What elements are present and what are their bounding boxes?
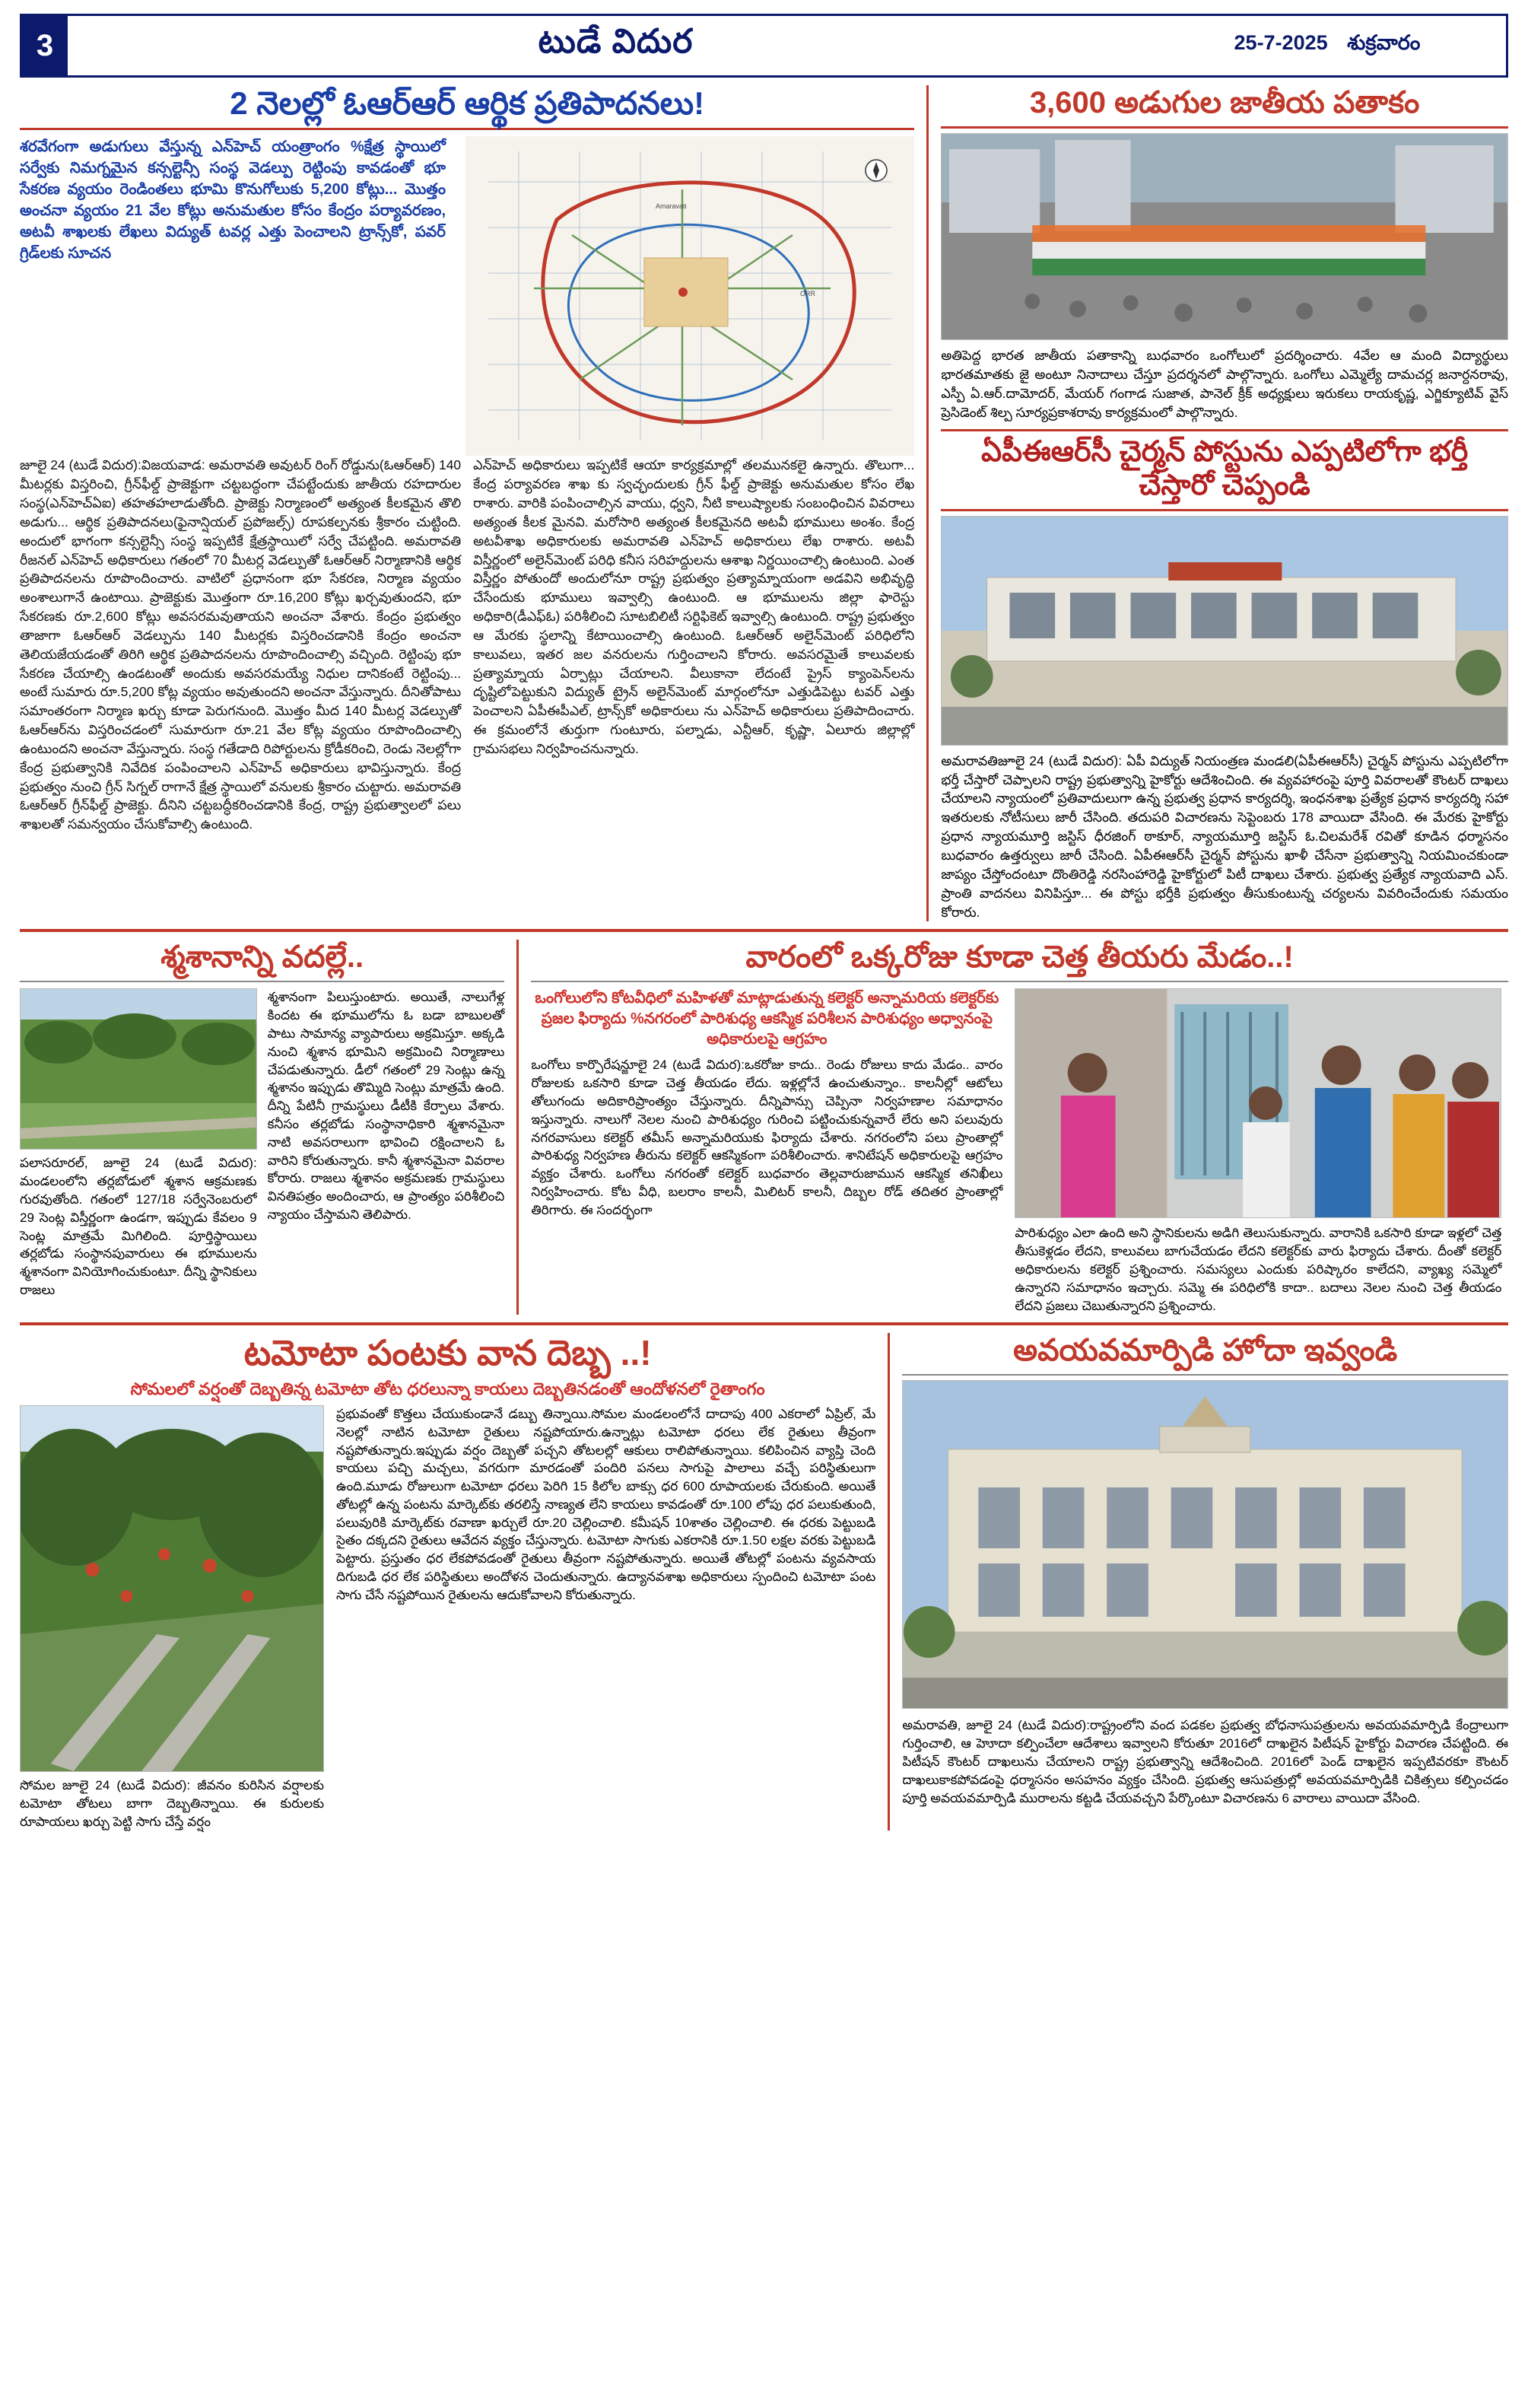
graveyard-photo-art <box>21 989 256 1149</box>
bottom-section <box>20 1333 1508 1831</box>
orr-columns <box>20 456 914 834</box>
tomato-photo <box>20 1405 324 1772</box>
compass-icon <box>866 160 887 181</box>
flag-photo-art <box>942 134 1507 339</box>
divider <box>20 128 914 130</box>
garbage-col-3: పారిశుధ్యం ఎలా ఉంది అని స్థానికులను అడిగి తెలుసుకున్నారు. వారానికి ఒకసారి కూడా ఇళ్లలో చెత్త తీసుకెళ్లడం లేదని, కాలువలు బాగుచేయడం లేదని కలెక్టర్‌కు వారు ఫిర్యాదు చేశారు. దీంతో కలెక్టర్ అధికారులను కలెక్టర్ ప్రశ్నించారు. సమస్యలు ఎందుకు పరిష్కారం కాలేదని, వ్యాఖ్య సమ్మెలో ఉన్నారని సమాధానం ఇచ్చారు. సమ్మె ఈ పరిధిలోకి కాదా.. బదాలు నెలల నుంచి చెత్త తీయడం లేదని ప్రజలు చెబుతున్నారని ప్రశ్నించారు. <box>1015 1226 1502 1313</box>
section-divider <box>20 929 1508 932</box>
tomato-caption: సోమల జూలై 24 (టుడే విదుర): జీవనం కురిసిన వర్షాలకు టమోటా తోటలు బాగా దెబ్బతిన్నాయి. ఈ కురులకు రూపాయలు ఖర్చు పెట్టి సాగు చేస్తే వర్షం <box>20 1777 324 1829</box>
organ-body: అమరావతి, జూలై 24 (టుడే విదుర):రాష్ట్రంలోని వంద పడకల ప్రభుత్వ బోధనాసుపత్రులను అవయవమార్పిడి కేంద్రాలుగా గుర్తించాలి, ఆ హెూదా కల్పించేలా ఆదేశాలు ఇవ్వాలని కోరుతూ 2016లో దాఖలైన పిటీషన్ హైకోర్టు విచారణ చేపట్టింది. ఈ పిటీషన్ కౌంటర్ దాఖలును చేయాలని రాష్ట్ర ప్రభుత్వాన్ని ఆదేశించింది. 2016లో పెండ్ దాఖలైన ఇప్పటివరకూ కౌంటర్ దాఖలుకాకపోవడంపై ధర్మాసనం అసహనం వ్యక్తం చేసింది. ప్రభుత్వ ఆసుపత్రుల్లో అవయవమార్పిడికి చికిత్సలు కల్పించడం పూర్తి అవయవమార్పిడి మురాలను కట్టడి చేయవచ్చని పేర్కొంటూ విచారణను 6 వారాలు వాయిదా వేసింది. <box>902 1718 1508 1805</box>
divider <box>20 981 504 982</box>
divider <box>941 429 1508 431</box>
tomato-photo-art <box>21 1406 323 1771</box>
garbage-col-1: ఒంగోలు కార్పొరేషన్జూలై 24 (టుడే విదుర):ఒకరోజు కాదు.. రెండు రోజులు కాదు మేడం.. వారం రోజులకు ఒకసారి కూడా చెత్త తీయడం లేదు. ఇళ్లల్లోనే ఉంచుతున్నాం.. కాలనీల్లో ఆటోలు తోలుగందు అదికారిప్రాంత్యం చేస్తున్నారు. దీన్నిపాన్సు చెప్పినా నిర్వహణాల సమాధానం ఇస్తున్నారు. నాలుగో నెలల నుంచి పారిశుధ్యం గురించి పట్టించుకున్నవారే లేరు అని పలువురు నగరవాసులు కలెక్టర్ తమీస్ అన్నామరియుకు ఫిర్యాదు చేశారు. నగరంలోని పలు ప్రాంతాల్లో పారిశుధ్య నిర్వహణ తీరును కలెక్టర్ ఆకస్మికంగా పరిశీలించారు. శానిటేషన్ అధికారులపై ఆగ్రహం వ్యక్తం చేశారు. ఒంగోలు నగరంతో కలెక్టర్ బుధవారం తెల్లవారుజామున ఆకస్మిక తనిఖీలు నిర్వహించారు. కోట వీధి, బలరాం కాలనీ, మిలిటర్ కాలనీ, దిబ్బల రోడ్ తదితర ప్రాంతాల్లో తిరిగారు. ఈ సందర్భంగా <box>531 1058 1003 1217</box>
flag-caption: అతిపెద్ద భారత జాతీయ పతాకాన్ని బుధవారం ఒంగోలులో ప్రదర్శించారు. 4వేల ఆ మంది విద్యార్థులు భారతమాతకు జై అంటూ నినాదాలు చేస్తూ ప్రదర్శనలో పాల్గొన్నారు. ఒంగోలు ఎమ్మెల్యే దామచర్ల జనార్దనరావు, ఎస్పీ ఏ.ఆర్.దామోదర్, మేయర్ గంగాడ సుజాత, పానెల్ క్రీక్ అధ్యక్షులు ఇరుకలు రాయకృష్ణ, ఎగ్జిక్యూటివ్ వైస్ ప్రెసిడెంట్ శిల్ప సూర్యప్రకాశరావు కార్యక్రమంలో పాల్గొన్నారు. <box>941 348 1508 420</box>
garbage-photo-art <box>1015 989 1501 1217</box>
graveyard-headline: శ్మశానాన్ని వదల్లే.. <box>160 940 364 975</box>
page-number: 3 <box>22 16 68 75</box>
masthead <box>20 14 1508 78</box>
graveyard-caption: పలాసరూరల్, జూలై 24 (టుడే విదుర): మండలంలోని తర్లబోడులో శ్మశాన ఆక్రమణకు గురవుతోంది. గతంలో 127/18 సర్వేనెంబరులో 29 సెంట్ల విస్తీర్ణంగా ఉండగా, ఇప్పుడు కేవలం 9 సెంట్ల మాత్రమే మిగిలింది. పూర్తిస్థాయిలు తర్లబోడు సంస్థానపువారులు ఈ భూములను శ్మశానంగా వినియోగించుకుంటూ. దీన్ని స్థానికులు రాజలు <box>20 1156 257 1297</box>
organ-article <box>902 1333 1508 1831</box>
divider <box>941 126 1508 129</box>
aperc-body: అమరావతిజూలై 24 (టుడే విదుర): ఏపీ విద్యుత్ నియంత్రణ మండలి(ఏపీఈఆర్‌సీ) చైర్మన్ పోస్టును ఎప్పటిలోగా భర్తీ చేస్తారో చెప్పాలని రాష్ట్ర ప్రభుత్వాన్ని హైకోర్టు ఆదేశించింది. ఈ వ్యవహారంపై పూర్తి వివరాలతో కౌంటర్ దాఖలు చేయాలని న్యాయంలో ప్రతివాదులుగా ఉన్న ప్రభుత్వ ప్రధాన కార్యదర్శి, ఇంధనశాఖ ప్రత్యేక ప్రధాన కార్యదర్శి సహా ఇతరులకు నోటీసులు జారీ చేసింది. తదుపరి విచారణను సెప్టెంబరు 178 వాయిదా వేసింది. ఈ మేరకు హైకోర్టు ప్రధాన న్యాయమూర్తి జస్టిస్ ధీరజింగ్ ఠాకూర్, న్యాయమూర్తి జస్టిస్ ఓ.చిలమరేశ్ రవితో కూడిన ధర్మాసనం బుధవారం ఉత్తర్వులు జారీ చేసింది. ఏపీఈఆర్‌సీ చైర్మన్ పోస్టును ఖాళీ చేసేనా ప్రభుత్వాన్ని నియమించకుండా జాప్యం చేస్తోందంటూ దొంతిరెడ్డి నరసింహారెడ్డి హైకోర్టులో పిటీ దాఖలు చేశారు. ప్రభుత్వ ప్రత్యేక న్యాయవాది ఎస్. ప్రాంతి వాదనలు వినిపిస్తూ... ఈ పోస్టు భర్తీకి ప్రభుత్వం తీసుకుంటున్న చర్యలను వివరించేందుకు సమయం కోరారు. <box>941 752 1508 920</box>
aperc-photo-art <box>942 517 1507 745</box>
graveyard-article <box>20 940 504 1315</box>
flag-headline: 3,600 అడుగుల జాతీయ పతాకం <box>1029 86 1420 119</box>
organ-headline: అవయవమార్పిడి హోదా ఇవ్వండి <box>1013 1334 1398 1368</box>
graveyard-left-col <box>20 988 257 1299</box>
map-graphic <box>465 136 914 456</box>
tomato-headline: టమోటా పంటకు వాన దెబ్బ ..! <box>243 1333 652 1373</box>
tomato-photo-block <box>20 1405 324 1831</box>
garbage-subhead: ఒంగోలులోని కోటవీధిలో మహిళతో మాట్లాడుతున్న కలెక్టర్ అన్నామరియ కలెక్టర్‌కు ప్రజల ఫిర్యాదు %నగరంలో పారిశుధ్య ఆకస్మిక పరిశీలన పారిశుధ్యం అధ్వానంపై అధికారులపై ఆగ్రహం <box>535 990 999 1048</box>
divider <box>902 1374 1508 1376</box>
tomato-subhead: సోమలలో వర్షంతో దెబ్బతిన్న టమోటా తోట ధరలున్నా కాయలు దెబ్బతినడంతో ఆందోళనలో రైతాంగం <box>130 1379 765 1399</box>
graveyard-col-2: శ్మశానంగా పిలుస్తుంటారు. అయితే, నాలుగేళ్ల కిందట ఈ భూములోను ఓ బడా బాబులతో పాటు సామాన్య వ్యాపారులు అక్రమిస్తూ. అక్కడి నుంచి శ్మశాన భూమిని అక్రమించి నిర్మాణాలు చేపడుతున్నారు. డీలో గతంలో 29 సెంట్లు ఉన్న శ్మశానం ఇప్పుడు తొమ్మిది సెంట్లు మాత్రమే ఉంది. దీన్ని పేటినీ గ్రామస్థులు డీటీకి కేర్పాలు వేశారు. కనీసం తర్లబోడు సంస్థానాధికారి శ్మశానమైనా నాటి అవసరాలుగా భావించి రక్షించాలని ఓ వారిని కోరుతున్నారు. కానీ శ్మశానమైనా వివరాల కోరారు. రాజలు శ్మశానం అక్రమణకు గ్రామస్థులు వినతిపత్రం అందించారు, ఆ ప్రాంత్యం పరిశీలించి న్యాయం చేస్తామని తెలిపారు. <box>267 990 505 1222</box>
orr-col-1: జూలై 24 (టుడే విదుర):విజయవాడ: అమరావతి అవుటర్ రింగ్ రోడ్డును(ఓఆర్ఆర్) 140 మీటర్లకు విస్తరించి, గ్రీన్‌ఫీల్డ్ ప్రాజెక్టుగా చట్టబద్ధంగా చేపట్టేందుకు జాతీయ రహదారుల సంస్థ(ఎన్‌హెచ్‌ఏఐ) తహతహలాడుతోంది. ప్రాజెక్టు నిర్మాణంలో అత్యంత కీలకమైన తొలి అడుగు... ఆర్థిక ప్రతిపాదనలు(ఫైనాన్షియల్ ప్రపోజల్స్) రూపకల్పనకు శ్రీకారం చుట్టింది. అందులో భాగంగా కన్సల్టెన్సీ సంస్థ ఇప్పటికే క్షేత్రస్థాయిలో సర్వే చేపట్టింది. అమరావతి రీజనల్ ఎన్‌హెచ్‌ అధికారులు గతంలో 70 మీటర్ల వెడల్పుతో ఓఆర్ఆర్ నిర్మాణానికి ఆర్థిక ప్రతిపాదనలను రూపొందించారు. వాటిలో ప్రధానంగా భూ సేకరణ, నిర్మాణ వ్యయం అంశాలుగానే ఉంటాయి. ప్రాజెక్టుకు మొత్తంగా రూ.16,200 కోట్లు ఖర్చవుతుందని, భూ సేకరణకు రూ.2,600 కోట్లు అవసరమవుతాయని అంచనా వేశారు. కేంద్రం ప్రభుత్వం తాజాగా ఓఆర్ఆర్ వెడల్పును 140 మీటర్లకు విస్తరించడానికి కేంద్రం అంచనా తెలియజేయడంతో తిరిగి ఆర్థిక ప్రతిపాదనలను రూపొందించాల్సి వచ్చింది. రెట్టింపు భూ సేకరణ చేయాల్సి ఉండటంతో అందుకు అవసరమయ్యే నిధుల దానికంటే రెట్టింపు... అంటే సుమారు రూ.5,200 కోట్ల వ్యయం అవుతుందని అంచనా వేస్తున్నారు. దీనితోపాటు సమాంతరంగా నిర్మాణ ఖర్చు కూడా పెరుగనుంది. మొత్తం మీద 140 మీటర్ల వెడల్పుతో ఓఆర్ఆర్‌ను విస్తరించడంలో సుమారుగా రూ.21 వేల కోట్ల వ్యయం రూపొందించాల్సి ఉంటుందని అంచనా వేస్తున్నారు. సంస్థ గతేడాది రిపోర్టులను క్రోడీకరించి, రెండు నెలల్లోగా కేంద్ర ప్రభుత్వానికి నివేదిక పంపించాలని ఎన్‌హెచ్ అధికారులు భావిస్తున్నారు. కేంద్ర ప్రభుత్వం నుంచి గ్రీన్ సిగ్నల్ రాగానే క్షేత్ర స్థాయిలో వనులకు శ్రీకారం చుట్టారు. అమరావతి ఓఆర్ఆర్ గ్రీన్‌ఫీల్డ్ ప్రాజెక్టు. దీనిని చట్టబద్ధీకరించడానికి కేంద్ర, రాష్ట్ర ప్రభుత్వాలలో పలు శాఖలతో సమన్వయం చేసుకోవాల్సి ఉంటుంది. <box>20 457 462 832</box>
tomato-article <box>20 1333 875 1831</box>
flag-photo <box>941 133 1508 340</box>
newspaper-title: టుడే విదుర <box>538 22 694 60</box>
vertical-divider <box>888 1333 890 1831</box>
date-text: 25-7-2025 <box>1234 31 1328 54</box>
flag-article <box>941 85 1508 921</box>
orr-article <box>20 85 914 921</box>
divider <box>531 981 1508 982</box>
orr-headline: 2 నెలల్లో ఓఆర్ఆర్ ఆర్థిక ప్రతిపాదనలు! <box>230 85 705 121</box>
orr-subhead: శరవేగంగా అడుగులు వేస్తున్న ఎన్‌హెచ్‌ యంత్రాంగం %క్షేత్ర స్థాయిలో సర్వేకు నిమగ్నమైన కన్సల్టెన్సీ సంస్థ వెడల్పు రెట్టింపు కావడంతో భూ సేకరణ వ్యయం రెండింతలు భూమి కొనుగోలుకు 5,200 కోట్లు... మొత్తం అంచనా వ్యయం 21 వేల కోట్లు అనుమతుల కోసం కేంద్రం పర్యావరణం, అటవీ శాఖలకు లేఖలు విద్యుత్ టవర్ల ఎత్తు పెంచాలని ట్రాన్స్‌కో, పవర్ గ్రిడ్‌లకు సూచన <box>20 138 446 262</box>
organ-photo-art <box>903 1381 1507 1708</box>
masthead-date <box>1164 31 1506 60</box>
vertical-divider <box>516 940 519 1315</box>
orr-map-figure <box>465 136 914 456</box>
divider <box>941 509 1508 511</box>
garbage-photo <box>1015 988 1501 1218</box>
graveyard-photo <box>20 988 257 1150</box>
garbage-article <box>531 940 1508 1315</box>
orr-col-2: ఎన్‌హెచ్ అధికారులు ఇప్పటికే ఆయా కార్యక్రమాల్లో తలమునకలై ఉన్నారు. తొలుగా... కేంద్ర పర్యావరణ శాఖ కు స్వచ్ఛందులకు గ్రీన్ ఫీల్డ్ ప్రాజెక్టు అనుమతుల కోసం లేఖ రాశారు. వారికి పంపించాల్సిన వాయు, ధ్వని, నీటి కాలుష్యాలకు సంబంధించిన వివరాలు అత్యంత కీలక మైనవి. మరోసారి అత్యంత కీలకమైనది అటవీ భూములు అంశం. కేంద్ర అటవీశాఖ అధికారులకు అమరావతి ఎన్‌హెచ్ అధికారులు లేఖ రాశారు. అటవీ విస్తీర్ణంలో అలైన్‌మెంట్ పరిధి కనీస సరిహద్దులను ఆశాఖ నిర్ణయించాల్సి ఉంటుంది. ఎంత విస్తీర్ణం పోతుందో అందులోనూ రాష్ట్ర ప్రభుత్వం ప్రత్యామ్నాయంగా అడవిని అభివృద్ధి చేసేందుకు భూములు ఇవ్వాల్సి ఉంటుంది. ఆ భూములను జిల్లా ఫారెస్టు అధికారి(డీఎఫ్‌ఓ) పరిశీలించి సూటబిలిటీ సర్టిఫికెట్ ఇవ్వాల్సి ఉంటుంది. రాష్ట్ర ప్రభుత్వం ఆ మేరకు స్థలాన్ని కేటాయించాల్సి ఉంటుంది. ఓఆర్ఆర్ అలైన్‌మెంట్ పరిధిలోని కాలువలు, ఇతర జల వనరులను గుర్తించాలని కోరారు. అవసరమైతే కాలువలకు ప్రత్యామ్నాయ ఏర్పాట్లు చేయాలని. వీలుకానా లేదంటే ప్రైస్ క్యాంపెన్‌లను దృష్టిలోపెట్టుకుని విద్యుత్ ట్రైన్ అలైన్‌మెంట్ మార్గంలోనూ ఎత్తుడిపెట్టు టవర్ ఎత్తు పెంచాలని ఏపీఈపీఎల్, ట్రాన్స్‌కో అధికారులు ను ఎన్‌హెచ్ అధికారులు ప్రతిపాదించారు. ఈ క్రమంలోనే తుర్తుగా గుంటూరు, పల్నాడు, ఎన్టీఆర్, కృష్ణా, ఏలూరు జిల్లాల్లో గ్రామసభలు నిర్వహించనున్నారు. <box>473 457 915 756</box>
aperc-headline: ఏపీఈఆర్‌సీ చైర్మన్ పోస్టును ఎప్పటిలోగా భర్తీ చేస్తారో చెప్పండి <box>981 436 1469 502</box>
garbage-text-block <box>531 988 1002 1315</box>
svg-text:ORR: ORR <box>800 290 816 298</box>
aperc-photo <box>941 516 1508 746</box>
svg-text:Amaravati: Amaravati <box>656 202 687 211</box>
middle-section <box>20 940 1508 1315</box>
garbage-photo-block <box>1015 988 1501 1315</box>
orr-map <box>465 136 914 456</box>
garbage-headline: వారంలో ఒక్కరోజు కూడా చెత్త తీయరు మేడం..! <box>745 940 1294 975</box>
day-text: శుక్రవారం <box>1347 31 1421 54</box>
top-section <box>20 85 1508 921</box>
organ-photo <box>902 1380 1508 1709</box>
orr-subhead-block <box>20 136 446 264</box>
section-divider <box>20 1322 1508 1325</box>
vertical-divider <box>926 85 929 921</box>
tomato-col-2: ప్రభువంతో కొత్తలు చేయుకుండానే డబ్బు తిన్నాయి.సోమల మండలంలోనే దాదాపు 400 ఎకరాలో ఏప్రిల్, మే నెలల్లో నాటిన టమోటా రైతులు నష్టపోయారు.ఉన్నాట్లు టమోటా ధరలు లేక రైతులు తీవ్రంగా నష్టపోతున్నారు.ఇప్పుడు వర్షం దెబ్బతో పచ్చని తోటలల్లో ఆకులు రాలిపోతున్నాయి. కలిపించిన వ్యాప్తి చెంది కాయలు పచ్చి మచ్చలు, వగరుగా మారడంతో పందిరి పనలు సాగుపై పాలాలు వచ్చే పరిస్థితులుగా ఉంది.మూడు రోజులుగా టమోటా ధరలు పెరిగి 15 కిలోల బాక్సు ధర 600 రూపాయలకు చేరుకుంది. అయితే తోటల్లో ఉన్న పంటను మార్కెట్‌కు తరలిస్తే నాణ్యత లేని కాయలు కావడంతో రూ.100 లోపు ధర పలుకుతుంది, పలువురికి మార్కెట్‌కు రవాణా ఖర్చులే రూ.20 చెల్లించాలి. కమీషన్ 10శాతం చెల్లించాలి. ఈ ధరకు పెట్టుబడి సైతం దక్కదని రైతులు ఆవేదన వ్యక్తం చేస్తున్నారు. టమోటా సాగుకు ఎకరానికి రూ.1.50 లక్షల వరకు పెట్టుబడి పెట్టారు. ప్రస్తుతం ధర లేకపోవడంతో రైతులు తీవ్రంగా నష్టపోతున్నారు. అయితే తోటల్లో పంటను వ్యవసాయ దిగుబడి ధర లేక పరిస్థితులు అందోళన చెందుతున్నారు. ఉద్యానవశాఖ అధికారులు స్పందించి టమోటా పంట సాగు చేసే నష్టపోయిన రైతులను ఆదుకోవాలని కోరుతున్నారు. <box>336 1406 876 1602</box>
